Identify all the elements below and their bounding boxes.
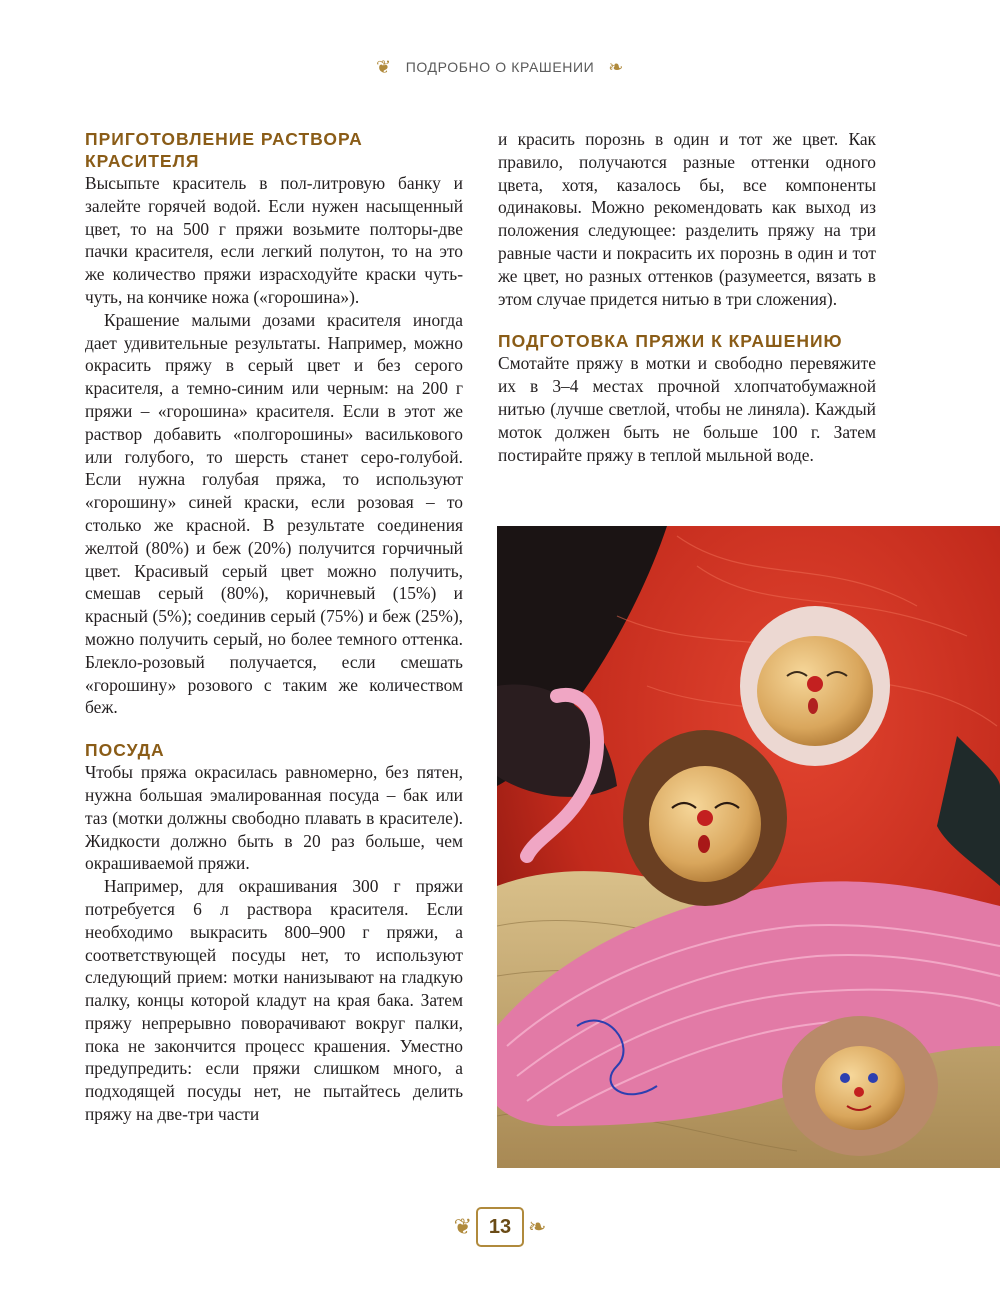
page-number-block: [0, 1207, 1000, 1247]
paragraph-continued: и красить порознь в один и тот же цвет. Как правило, получаются разные оттенки одного цвета, хотя, казалось бы, все компоненты одинаковы. Можно рекомендовать как выход из положения следующее: разделить пряжу на три равные части и покрасить их порознь в один и тот же цвет, но разных оттенков (разумеется, вязать в этом случае придется нитью в три сложения).: [498, 129, 876, 309]
ornament-left-icon: ❦: [376, 57, 392, 77]
paragraph-dishes-1: Чтобы пряжа окрасилась равномерно, без пятен, нужна большая эмалированная посуда – бак или таз (мотки должны свободно плавать в красителе). Жидкости должно быть в 20 раз больше, чем окрашиваемой пряжи.: [85, 762, 463, 874]
section-heading-dishes: ПОСУДА: [85, 740, 165, 761]
paragraph-dye-solution-2: Крашение малыми дозами красителя иногда дает удивительные результаты. Например, можно окрасить пряжу в серый цвет и без серого красителя, а темно-синим или черным: на 200 г пряжи – «горошина» красителя. Если в этот же раствор добавить «полгорошины» василькового или голубого, то шерсть станет серо-голубой. Если нужна голубая пряжа, то используют «горошину» синей краски, если розовая – то столько же красной. В результате соединения желтой (80%) и беж (20%) получится горчичный цвет. Красивый серый цвет можно получить, смешав серый (80%), коричневый (15%) и красный (5%); соединив серый (75%) и беж (25%), можно получить серый, но более темного оттенка. Блекло-розовый получается, если смешать «горошину» розового с таким же количеством беж.: [85, 309, 463, 718]
left-column: [85, 128, 463, 1126]
footer-ornament-right-icon: ❧: [528, 1214, 547, 1239]
paragraph-dishes-2: Например, для окрашивания 300 г пряжи потребуется 6 л раствора красителя. Если необходимо выкрасить 800–900 г пряжи, а соответствующей посуды нет, то используют следующий прием: мотки нанизывают на гладкую палку, концы которой кладут на края бака. Затем пряжу непрерывно поворачивают вокруг палки, пока не закончится процесс крашения. Уместно предупредить: если пряжи слишком много, а подходящей посуды нет, не пытайтесь делить пряжу на две-три части: [85, 876, 463, 1125]
paragraph-dye-solution-1: Высыпьте краситель в пол-литровую банку и залейте горячей водой. Если нужен насыщенный цвет, то на 500 г пряжи возьмите полторы-две пачки красителя, если легкий полутон, то на это же количество пряжи израсходуйте краски чуть-чуть, на кончике ножа («горошина»).: [85, 173, 463, 307]
paragraph-yarn-prep: Смотайте пряжу в мотки и свободно перевяжите их в 3–4 местах прочной хлопчатобумажной нитью (лучше светлой, чтобы не линяла). Каждый моток должен быть не больше 100 г. Затем постирайте пряжу в теплой мыльной воде.: [498, 353, 876, 465]
running-header-title: ПОДРОБНО О КРАШЕНИИ: [405, 59, 595, 75]
page-number: 13: [476, 1207, 524, 1247]
ornament-right-icon: ❧: [608, 57, 624, 77]
right-column: [498, 128, 876, 466]
yarn-dolls-photo: [497, 526, 1000, 1168]
section-heading-yarn-prep: ПОДГОТОВКА ПРЯЖИ К КРАШЕНИЮ: [498, 331, 843, 352]
footer-ornament-left-icon: ❦: [453, 1214, 472, 1239]
section-heading-dye-solution: ПРИГОТОВЛЕНИЕ РАСТВОРА КРАСИТЕЛЯ: [85, 129, 363, 171]
running-header: [0, 58, 1000, 76]
